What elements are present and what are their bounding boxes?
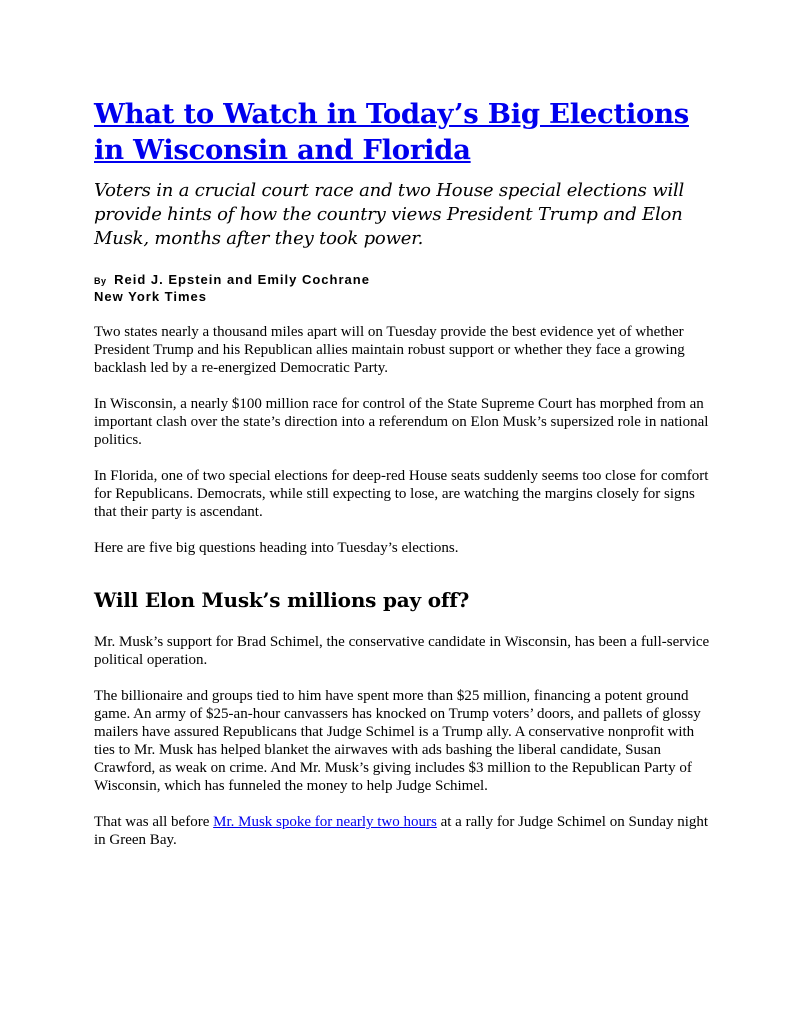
intro-paragraph: In Florida, one of two special elections for deep-red House seats suddenly seems too close for comfort for Republicans. Democrats, while still expecting to lose, are watching the margins closely for signs that their party is ascendant. — [94, 468, 709, 520]
intro-paragraph: Here are five big questions heading into Tuesday’s elections. — [94, 540, 459, 556]
section-paragraph: Mr. Musk’s support for Brad Schimel, the conservative candidate in Wisconsin, has been a full-service political operation. — [94, 634, 710, 668]
intro-paragraph: In Wisconsin, a nearly $100 million race for control of the State Supreme Court has morphed from an important clash over the state’s direction into a referendum on Elon Musk’s supersized role in national politics. — [94, 396, 709, 448]
section-heading: Will Elon Musk’s millions pay off? — [94, 588, 470, 612]
byline-authors: Reid J. Epstein and Emily Cochrane — [114, 272, 370, 287]
intro-body — [94, 323, 714, 557]
section-paragraph-with-link — [94, 813, 714, 849]
section-body — [94, 633, 714, 849]
article-subheadline: Voters in a crucial court race and two House special elections will provide hints of how the country views President Trump and Elon Musk, months after they took power. — [94, 180, 685, 249]
byline — [94, 272, 714, 305]
byline-publication: New York Times — [94, 289, 207, 304]
section-paragraph: The billionaire and groups tied to him have spent more than $25 million, financing a potent ground game. An army of $25-an-hour canvassers has knocked on Trump voters’ doors, and pallets of glossy mailers have assured Republicans that Judge Schimel is a Trump ally. A conservative nonprofit with ties to Mr. Musk has helped blanket the airwaves with ads bashing the liberal candidate, Susan Crawford, as weak on crime. And Mr. Musk’s giving includes $3 million to the Republican Party of Wisconsin, which has funneled the money to help Judge Schimel. — [94, 688, 701, 794]
paragraph-text-before-link: That was all before — [94, 814, 214, 830]
article — [94, 96, 714, 849]
intro-paragraph: Two states nearly a thousand miles apart will on Tuesday provide the best evidence yet of whether President Trump and his Republican allies maintain robust support or whether they face a growing backlash led by a re-energized Democratic Party. — [94, 324, 685, 376]
article-headline-link[interactable]: What to Watch in Today’s Big Elections in Wisconsin and Florida — [94, 98, 689, 166]
musk-speech-link[interactable]: Mr. Musk spoke for nearly two hours — [213, 814, 437, 830]
paragraph-text-after-link: at a rally for Judge Schimel on Sunday night in Green Bay. — [94, 814, 709, 848]
byline-prefix: By — [94, 276, 107, 286]
section-musk-millions — [94, 587, 714, 849]
